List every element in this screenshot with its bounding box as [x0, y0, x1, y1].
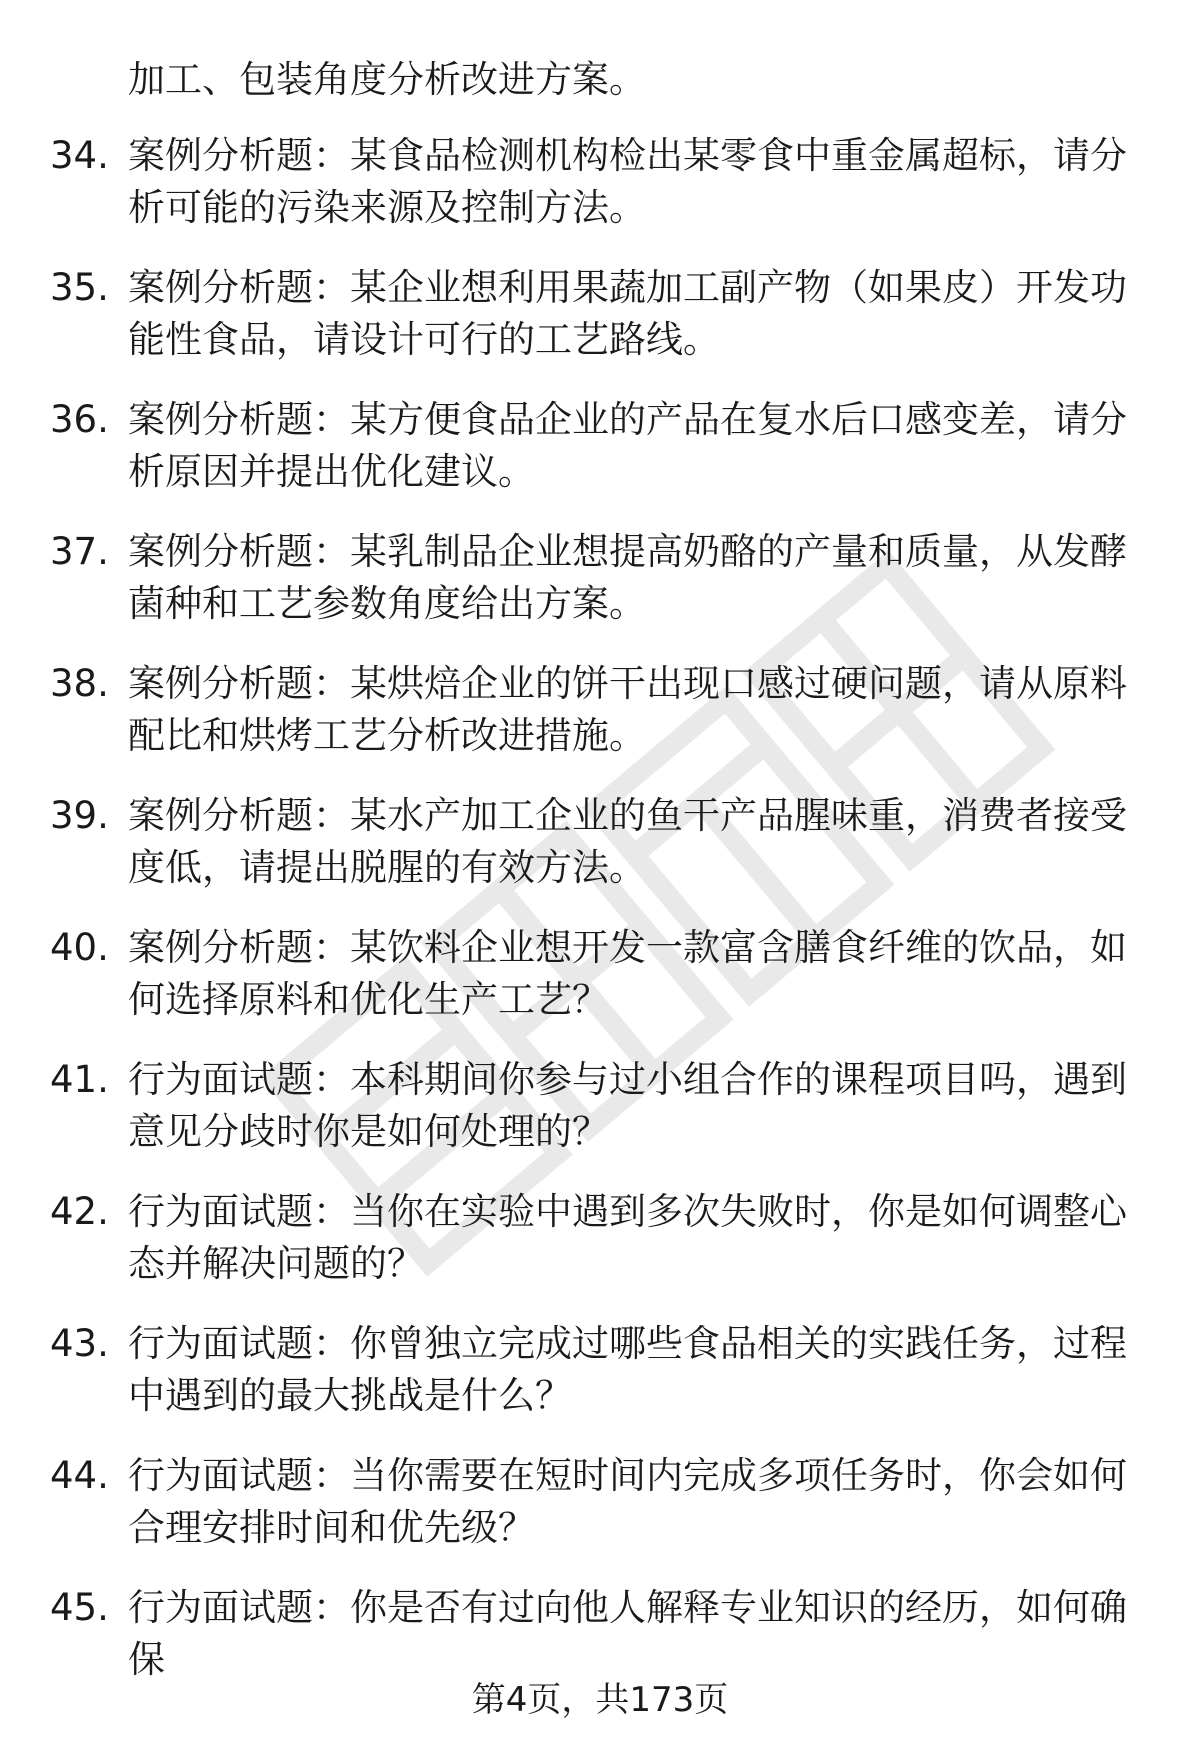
item-number: 40. [50, 926, 109, 969]
item-text: 案例分析题：某企业想利用果蔬加工副产物（如果皮）开发功能性食品，请设计可行的工艺路线。 [128, 266, 1127, 361]
item-text: 案例分析题：某食品检测机构检出某零食中重金属超标，请分析可能的污染来源及控制方法。 [128, 134, 1127, 229]
item-number: 36. [50, 398, 109, 441]
item-number: 41. [50, 1058, 109, 1101]
item-text: 案例分析题：某乳制品企业想提高奶酪的产量和质量，从发酵菌种和工艺参数角度给出方案。 [128, 530, 1127, 625]
item-number: 43. [50, 1322, 109, 1365]
item-number: 35. [50, 266, 109, 309]
item-number: 37. [50, 530, 109, 573]
item-number: 39. [50, 794, 109, 837]
item-text: 行为面试题：当你在实验中遇到多次失败时，你是如何调整心态并解决问题的？ [128, 1190, 1127, 1285]
item-text: 案例分析题：某饮料企业想开发一款富含膳食纤维的饮品，如何选择原料和优化生产工艺？ [128, 926, 1127, 1021]
item-number: 34. [50, 134, 109, 177]
item-text: 行为面试题：你曾独立完成过哪些食品相关的实践任务，过程中遇到的最大挑战是什么？ [128, 1322, 1127, 1417]
continuation-text: 加工、包装角度分析改进方案。 [128, 58, 646, 101]
item-text: 行为面试题：本科期间你参与过小组合作的课程项目吗，遇到意见分歧时你是如何处理的？ [128, 1058, 1127, 1153]
item-text: 案例分析题：某烘焙企业的饼干出现口感过硬问题，请从原料配比和烘烤工艺分析改进措施。 [128, 662, 1127, 757]
item-text: 行为面试题：你是否有过向他人解释专业知识的经历，如何确保 [128, 1586, 1127, 1681]
item-text: 案例分析题：某水产加工企业的鱼干产品腥味重，消费者接受度低，请提出脱腥的有效方法。 [128, 794, 1127, 889]
item-number: 44. [50, 1454, 109, 1497]
item-number: 42. [50, 1190, 109, 1233]
item-text: 案例分析题：某方便食品企业的产品在复水后口感变差，请分析原因并提出优化建议。 [128, 398, 1127, 493]
item-number: 38. [50, 662, 109, 705]
page-footer: 第4页，共173页 [471, 1680, 729, 1720]
item-text: 行为面试题：当你需要在短时间内完成多项任务时，你会如何合理安排时间和优先级？ [128, 1454, 1127, 1549]
item-number: 45. [50, 1586, 109, 1629]
